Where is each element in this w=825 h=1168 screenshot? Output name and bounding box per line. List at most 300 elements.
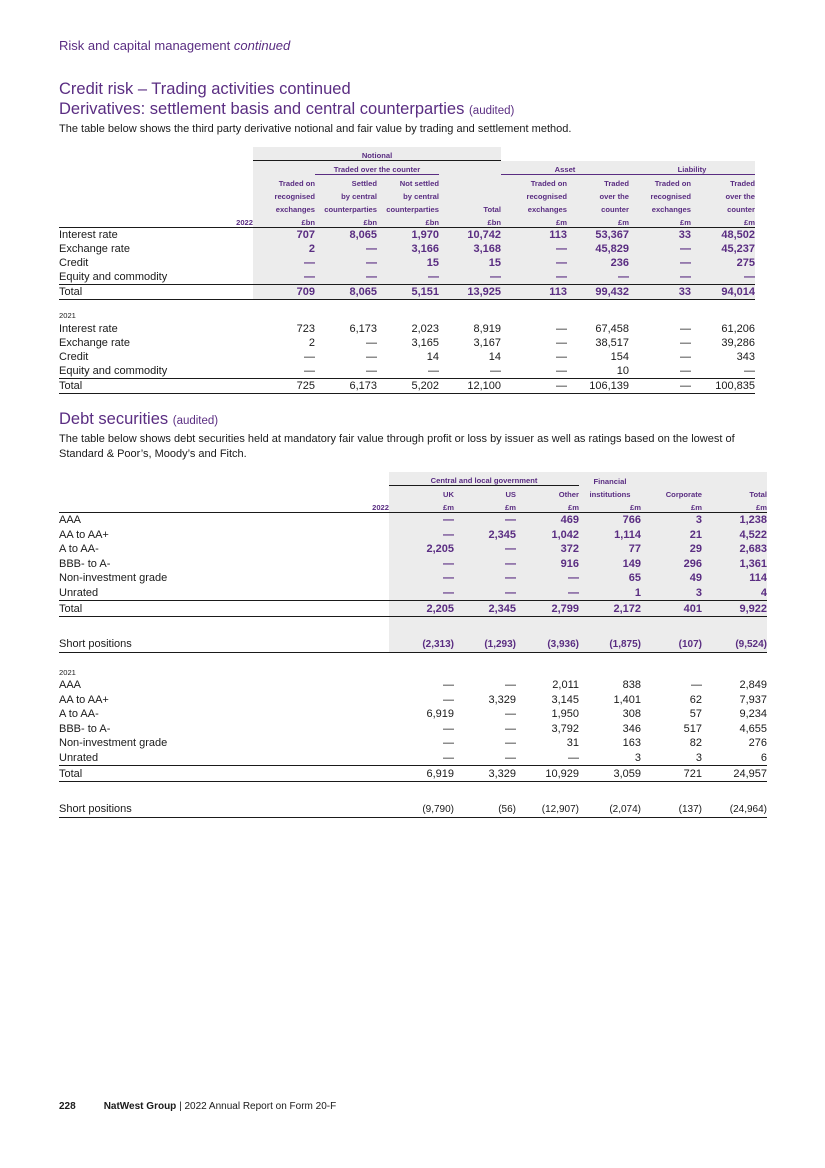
value-cell: 38,517 bbox=[595, 336, 629, 349]
value-cell: — bbox=[505, 722, 516, 735]
value-cell: 3,165 bbox=[411, 336, 439, 349]
deriv-col-header: exchanges bbox=[629, 201, 691, 214]
value-cell: 766 bbox=[579, 513, 641, 528]
value-cell: 45,829 bbox=[567, 242, 629, 256]
derivatives-title bbox=[59, 100, 514, 119]
total-label: Total bbox=[59, 285, 253, 300]
debt-year-2022-header: 2022 bbox=[59, 499, 389, 513]
row-label: BBB- to A- bbox=[59, 557, 111, 570]
value-cell: 2,683 bbox=[702, 542, 767, 557]
deriv-col-header: recognised bbox=[253, 188, 315, 201]
value-cell: 236 bbox=[567, 256, 629, 270]
value-cell: 2,011 bbox=[552, 679, 579, 692]
deriv-col-header: over the bbox=[567, 188, 629, 201]
group-notional: Notional bbox=[253, 147, 501, 161]
value-cell: 1,114 bbox=[579, 528, 641, 543]
table-row bbox=[59, 256, 755, 270]
value-cell: — bbox=[680, 322, 691, 335]
value-cell: 7,937 bbox=[739, 693, 767, 706]
table-row bbox=[59, 542, 767, 557]
value-cell: 296 bbox=[641, 557, 702, 572]
value-cell: — bbox=[629, 270, 691, 285]
row-label: A to AA- bbox=[59, 708, 99, 721]
value-cell: — bbox=[389, 571, 454, 586]
value-cell: — bbox=[556, 322, 567, 335]
total-row bbox=[59, 285, 755, 300]
short-cell: (56) bbox=[454, 802, 516, 818]
deriv-col-header: exchanges bbox=[253, 201, 315, 214]
deriv-col-header: £m bbox=[691, 214, 755, 228]
total-cell: 24,957 bbox=[702, 766, 767, 782]
value-cell: 163 bbox=[622, 737, 641, 750]
value-cell: 113 bbox=[501, 228, 567, 243]
value-cell: 838 bbox=[622, 679, 641, 692]
value-cell: 10 bbox=[567, 364, 629, 379]
value-cell: — bbox=[680, 336, 691, 349]
value-cell: 65 bbox=[579, 571, 641, 586]
value-cell: 14 bbox=[426, 350, 439, 363]
debt-col-unit: £m bbox=[454, 499, 516, 513]
value-cell: 149 bbox=[579, 557, 641, 572]
debt-col-header: Total bbox=[702, 486, 767, 500]
row-label: Unrated bbox=[59, 586, 389, 601]
deriv-col-header: £bn bbox=[439, 214, 501, 228]
value-cell: — bbox=[501, 270, 567, 285]
value-cell: — bbox=[439, 364, 501, 379]
deriv-col-header: £m bbox=[567, 214, 629, 228]
section-name: Risk and capital management bbox=[59, 38, 231, 53]
value-cell: 14 bbox=[488, 350, 501, 363]
value-cell: 1,238 bbox=[702, 513, 767, 528]
deriv-col-header: Traded bbox=[567, 175, 629, 189]
value-cell: 1 bbox=[579, 586, 641, 601]
value-cell: 6,919 bbox=[426, 708, 454, 721]
value-cell: — bbox=[505, 708, 516, 721]
debt-title-text: Debt securities bbox=[59, 410, 169, 428]
table-row bbox=[59, 270, 755, 285]
table-row bbox=[59, 242, 755, 256]
value-cell: — bbox=[556, 350, 567, 363]
table-row bbox=[59, 736, 767, 751]
table-row bbox=[59, 228, 755, 243]
value-cell: — bbox=[253, 364, 315, 379]
value-cell: — bbox=[505, 737, 516, 750]
row-label: A to AA- bbox=[59, 543, 99, 556]
value-cell: — bbox=[443, 737, 454, 750]
table-row bbox=[59, 678, 767, 693]
value-cell: 45,237 bbox=[691, 242, 755, 256]
value-cell: 1,361 bbox=[702, 557, 767, 572]
value-cell: — bbox=[629, 242, 691, 256]
row-label: Exchange rate bbox=[59, 243, 130, 255]
total-cell: 2,205 bbox=[389, 601, 454, 617]
value-cell: — bbox=[556, 336, 567, 349]
deriv-col-header: recognised bbox=[501, 188, 567, 201]
debt-col-header: Corporate bbox=[641, 486, 702, 500]
debt-col-header: US bbox=[454, 486, 516, 500]
debt-securities-table bbox=[59, 472, 767, 818]
value-cell: — bbox=[516, 571, 579, 586]
total-cell: 6,919 bbox=[389, 766, 454, 782]
short-cell: (3,936) bbox=[516, 637, 579, 653]
short-cell: (2,074) bbox=[579, 802, 641, 818]
table-row bbox=[59, 693, 767, 708]
value-cell: 707 bbox=[253, 228, 315, 243]
short-positions-row bbox=[59, 637, 767, 653]
table-row bbox=[59, 336, 755, 350]
value-cell: — bbox=[629, 364, 691, 379]
table-row bbox=[59, 586, 767, 601]
deriv-col-header: Not settled bbox=[377, 175, 439, 189]
table-row bbox=[59, 557, 767, 572]
table-row bbox=[59, 350, 755, 364]
row-label: Exchange rate bbox=[59, 336, 130, 349]
total-row bbox=[59, 766, 767, 782]
derivatives-intro: The table below shows the third party derivative notional and fair value by trading and settlement method. bbox=[59, 123, 572, 135]
deriv-col-header: Traded on bbox=[501, 175, 567, 189]
value-cell: 10,742 bbox=[439, 228, 501, 243]
value-cell: 343 bbox=[736, 350, 755, 363]
value-cell: 31 bbox=[566, 737, 579, 750]
value-cell: 1,042 bbox=[516, 528, 579, 543]
derivatives-table bbox=[59, 147, 755, 394]
value-cell: 61,206 bbox=[721, 322, 755, 335]
value-cell: — bbox=[377, 364, 439, 379]
debt-col-header: UK bbox=[389, 486, 454, 500]
value-cell: — bbox=[516, 586, 579, 601]
value-cell: — bbox=[389, 513, 454, 528]
deriv-col-header: £bn bbox=[377, 214, 439, 228]
short-cell: (9,524) bbox=[702, 637, 767, 653]
total-cell: 113 bbox=[501, 285, 567, 300]
debt-col-unit: £m bbox=[579, 499, 641, 513]
value-cell: 308 bbox=[622, 708, 641, 721]
deriv-col-header: counter bbox=[691, 201, 755, 214]
value-cell: 2,345 bbox=[454, 528, 516, 543]
short-positions-row bbox=[59, 802, 767, 818]
group-liability: Liability bbox=[629, 161, 755, 175]
value-cell: 723 bbox=[296, 322, 315, 335]
debt-col-header: institutions bbox=[579, 486, 641, 500]
deriv-col-header: counterparties bbox=[315, 201, 377, 214]
total-cell: 106,139 bbox=[567, 378, 629, 393]
total-cell: 2,345 bbox=[454, 601, 516, 617]
table-row bbox=[59, 364, 755, 379]
value-cell: — bbox=[454, 586, 516, 601]
row-label: AA to AA+ bbox=[59, 693, 109, 706]
value-cell: 517 bbox=[683, 722, 702, 735]
value-cell: 2,849 bbox=[739, 679, 767, 692]
total-cell: 9,922 bbox=[702, 601, 767, 617]
value-cell: — bbox=[389, 751, 454, 766]
row-label: Unrated bbox=[59, 751, 389, 766]
value-cell: — bbox=[443, 693, 454, 706]
value-cell: 57 bbox=[689, 708, 702, 721]
debt-col-unit: £m bbox=[702, 499, 767, 513]
value-cell: 346 bbox=[622, 722, 641, 735]
total-cell: 721 bbox=[641, 766, 702, 782]
total-cell: 401 bbox=[641, 601, 702, 617]
value-cell: 82 bbox=[689, 737, 702, 750]
row-label: AA to AA+ bbox=[59, 528, 109, 541]
derivatives-title-text: Derivatives: settlement basis and central counterparties bbox=[59, 100, 465, 118]
deriv-col-header: £bn bbox=[253, 214, 315, 228]
short-cell: (107) bbox=[641, 637, 702, 653]
total-cell: 5,151 bbox=[377, 285, 439, 300]
value-cell: 3,145 bbox=[551, 693, 579, 706]
value-cell: 276 bbox=[748, 737, 767, 750]
value-cell: 4 bbox=[702, 586, 767, 601]
value-cell: — bbox=[377, 270, 439, 285]
value-cell: — bbox=[454, 557, 516, 572]
value-cell: 15 bbox=[377, 256, 439, 270]
deriv-col-header bbox=[439, 188, 501, 201]
value-cell: 2,205 bbox=[389, 542, 454, 557]
value-cell: — bbox=[501, 256, 567, 270]
table-row bbox=[59, 322, 755, 336]
debt-col-header: Other bbox=[516, 486, 579, 500]
deriv-col-header: exchanges bbox=[501, 201, 567, 214]
value-cell: — bbox=[315, 256, 377, 270]
value-cell: 3,166 bbox=[377, 242, 439, 256]
deriv-col-header: Settled bbox=[315, 175, 377, 189]
deriv-year-2021-header: 2021 bbox=[59, 311, 76, 320]
row-label: Equity and commodity bbox=[59, 270, 253, 285]
value-cell: — bbox=[454, 542, 516, 557]
row-label: BBB- to A- bbox=[59, 722, 111, 735]
value-cell: 67,458 bbox=[595, 322, 629, 335]
deriv-col-header bbox=[439, 175, 501, 189]
value-cell: 469 bbox=[516, 513, 579, 528]
value-cell: — bbox=[454, 571, 516, 586]
deriv-col-header: Total bbox=[439, 201, 501, 214]
value-cell: 3,167 bbox=[473, 336, 501, 349]
value-cell: 33 bbox=[629, 228, 691, 243]
total-cell: 94,014 bbox=[691, 285, 755, 300]
continued-label: continued bbox=[233, 38, 291, 53]
short-cell: (2,313) bbox=[389, 637, 454, 653]
value-cell: 29 bbox=[641, 542, 702, 557]
value-cell: 15 bbox=[439, 256, 501, 270]
total-cell: 12,100 bbox=[439, 378, 501, 393]
value-cell: — bbox=[454, 513, 516, 528]
value-cell: — bbox=[501, 242, 567, 256]
value-cell: — bbox=[366, 336, 377, 349]
value-cell: 39,286 bbox=[721, 336, 755, 349]
group-asset: Asset bbox=[501, 161, 629, 175]
value-cell: — bbox=[443, 679, 454, 692]
debt-securities-title bbox=[59, 410, 218, 429]
value-cell: 77 bbox=[579, 542, 641, 557]
row-label: AAA bbox=[59, 679, 82, 692]
value-cell: 8,065 bbox=[315, 228, 377, 243]
total-label: Total bbox=[59, 378, 253, 393]
total-cell: 2,799 bbox=[516, 601, 579, 617]
value-cell: 6,173 bbox=[349, 322, 377, 335]
total-cell: 99,432 bbox=[567, 285, 629, 300]
value-cell: — bbox=[304, 350, 315, 363]
group-central-gov: Central and local government bbox=[389, 472, 579, 486]
total-cell: 8,065 bbox=[315, 285, 377, 300]
row-label: Equity and commodity bbox=[59, 364, 253, 379]
value-cell: 114 bbox=[702, 571, 767, 586]
value-cell: — bbox=[691, 270, 755, 285]
footer-brand: NatWest Group bbox=[103, 1101, 177, 1112]
value-cell: 53,367 bbox=[567, 228, 629, 243]
row-label: Non-investment grade bbox=[59, 572, 168, 585]
total-cell: 10,929 bbox=[516, 766, 579, 782]
row-label: AAA bbox=[59, 514, 82, 527]
value-cell: — bbox=[389, 586, 454, 601]
value-cell: — bbox=[443, 722, 454, 735]
value-cell: 3,168 bbox=[439, 242, 501, 256]
value-cell: 9,234 bbox=[739, 708, 767, 721]
debt-year-2021-header: 2021 bbox=[59, 667, 76, 677]
value-cell: 3,792 bbox=[551, 722, 579, 735]
total-cell: 5,202 bbox=[377, 378, 439, 393]
deriv-col-header: £m bbox=[629, 214, 691, 228]
value-cell: 3,329 bbox=[488, 693, 516, 706]
credit-risk-title: Credit risk – Trading activities continued bbox=[59, 80, 351, 98]
short-cell: (9,790) bbox=[389, 802, 454, 818]
deriv-col-header: by central bbox=[377, 188, 439, 201]
value-cell: 8,919 bbox=[473, 322, 501, 335]
debt-col-unit: £m bbox=[641, 499, 702, 513]
deriv-col-header: £bn bbox=[315, 214, 377, 228]
value-cell: 3 bbox=[641, 586, 702, 601]
value-cell: — bbox=[315, 242, 377, 256]
page-footer bbox=[59, 1101, 336, 1112]
value-cell: 916 bbox=[516, 557, 579, 572]
table-row bbox=[59, 513, 767, 528]
table-row bbox=[59, 707, 767, 722]
table-row bbox=[59, 528, 767, 543]
value-cell: 2 bbox=[253, 242, 315, 256]
value-cell: 3 bbox=[641, 513, 702, 528]
page-number: 228 bbox=[59, 1101, 76, 1112]
debt-col-unit: £m bbox=[516, 499, 579, 513]
running-head bbox=[59, 38, 290, 53]
short-cell: (1,293) bbox=[454, 637, 516, 653]
row-label: Interest rate bbox=[59, 322, 118, 335]
value-cell: — bbox=[315, 270, 377, 285]
row-label: Credit bbox=[59, 350, 89, 363]
table-row bbox=[59, 751, 767, 766]
total-cell: 709 bbox=[253, 285, 315, 300]
total-cell: 725 bbox=[253, 378, 315, 393]
value-cell: 4,522 bbox=[702, 528, 767, 543]
value-cell: — bbox=[439, 270, 501, 285]
value-cell: 1,970 bbox=[377, 228, 439, 243]
value-cell: — bbox=[253, 256, 315, 270]
value-cell: — bbox=[366, 350, 377, 363]
value-cell: 2,023 bbox=[411, 322, 439, 335]
total-cell: 6,173 bbox=[315, 378, 377, 393]
deriv-col-header: Traded bbox=[691, 175, 755, 189]
row-label: Interest rate bbox=[59, 229, 118, 241]
total-row bbox=[59, 378, 755, 393]
value-cell: — bbox=[501, 364, 567, 379]
total-cell: — bbox=[501, 378, 567, 393]
deriv-col-header: counterparties bbox=[377, 201, 439, 214]
value-cell: 4,655 bbox=[739, 722, 767, 735]
deriv-col-header: over the bbox=[691, 188, 755, 201]
deriv-col-header: £m bbox=[501, 214, 567, 228]
value-cell: 3 bbox=[579, 751, 641, 766]
value-cell: 1,950 bbox=[551, 708, 579, 721]
total-label: Total bbox=[59, 766, 389, 782]
total-cell: 3,329 bbox=[454, 766, 516, 782]
total-cell: 100,835 bbox=[691, 378, 755, 393]
footer-report: | 2022 Annual Report on Form 20-F bbox=[176, 1101, 337, 1112]
value-cell: 275 bbox=[691, 256, 755, 270]
value-cell: — bbox=[389, 528, 454, 543]
debt-col-unit: £m bbox=[389, 499, 454, 513]
value-cell: — bbox=[680, 350, 691, 363]
deriv-col-header: Traded on bbox=[253, 175, 315, 189]
value-cell: — bbox=[454, 751, 516, 766]
value-cell: — bbox=[253, 270, 315, 285]
short-cell: (137) bbox=[641, 802, 702, 818]
deriv-col-header: by central bbox=[315, 188, 377, 201]
total-label: Total bbox=[59, 601, 389, 617]
table-row bbox=[59, 571, 767, 586]
debt-audited: (audited) bbox=[172, 415, 219, 427]
derivatives-audited: (audited) bbox=[468, 105, 515, 117]
short-label: Short positions bbox=[59, 802, 389, 818]
value-cell: 21 bbox=[641, 528, 702, 543]
short-label: Short positions bbox=[59, 637, 389, 653]
deriv-col-header: Traded on bbox=[629, 175, 691, 189]
value-cell: — bbox=[691, 364, 755, 379]
group-otc: Traded over the counter bbox=[315, 161, 439, 175]
value-cell: 2 bbox=[308, 336, 315, 349]
value-cell: 3 bbox=[641, 751, 702, 766]
value-cell: — bbox=[505, 679, 516, 692]
value-cell: 62 bbox=[689, 693, 702, 706]
deriv-col-header: counter bbox=[567, 201, 629, 214]
value-cell: 49 bbox=[641, 571, 702, 586]
short-cell: (12,907) bbox=[516, 802, 579, 818]
deriv-year-2022-header: 2022 bbox=[59, 214, 253, 228]
value-cell: — bbox=[629, 256, 691, 270]
short-cell: (1,875) bbox=[579, 637, 641, 653]
value-cell: — bbox=[389, 557, 454, 572]
value-cell: 372 bbox=[516, 542, 579, 557]
fin-inst-l1: Financial bbox=[579, 472, 641, 486]
row-label: Non-investment grade bbox=[59, 737, 168, 750]
debt-intro: The table below shows debt securities held at mandatory fair value through profit or loss by issuer as well as ratings based on the lowest of Standard & Poor’s, Moody’s and Fitch. bbox=[59, 433, 735, 460]
total-cell: — bbox=[629, 378, 691, 393]
short-cell: (24,964) bbox=[702, 802, 767, 818]
value-cell: 48,502 bbox=[691, 228, 755, 243]
value-cell: 6 bbox=[702, 751, 767, 766]
value-cell: 1,401 bbox=[613, 693, 641, 706]
row-label: Credit bbox=[59, 257, 89, 269]
total-row bbox=[59, 601, 767, 617]
value-cell: — bbox=[567, 270, 629, 285]
deriv-col-header: recognised bbox=[629, 188, 691, 201]
value-cell: — bbox=[315, 364, 377, 379]
total-cell: 33 bbox=[629, 285, 691, 300]
total-cell: 13,925 bbox=[439, 285, 501, 300]
total-cell: 3,059 bbox=[579, 766, 641, 782]
value-cell: 154 bbox=[610, 350, 629, 363]
total-cell: 2,172 bbox=[579, 601, 641, 617]
table-row bbox=[59, 722, 767, 737]
value-cell: — bbox=[516, 751, 579, 766]
value-cell: — bbox=[691, 679, 702, 692]
